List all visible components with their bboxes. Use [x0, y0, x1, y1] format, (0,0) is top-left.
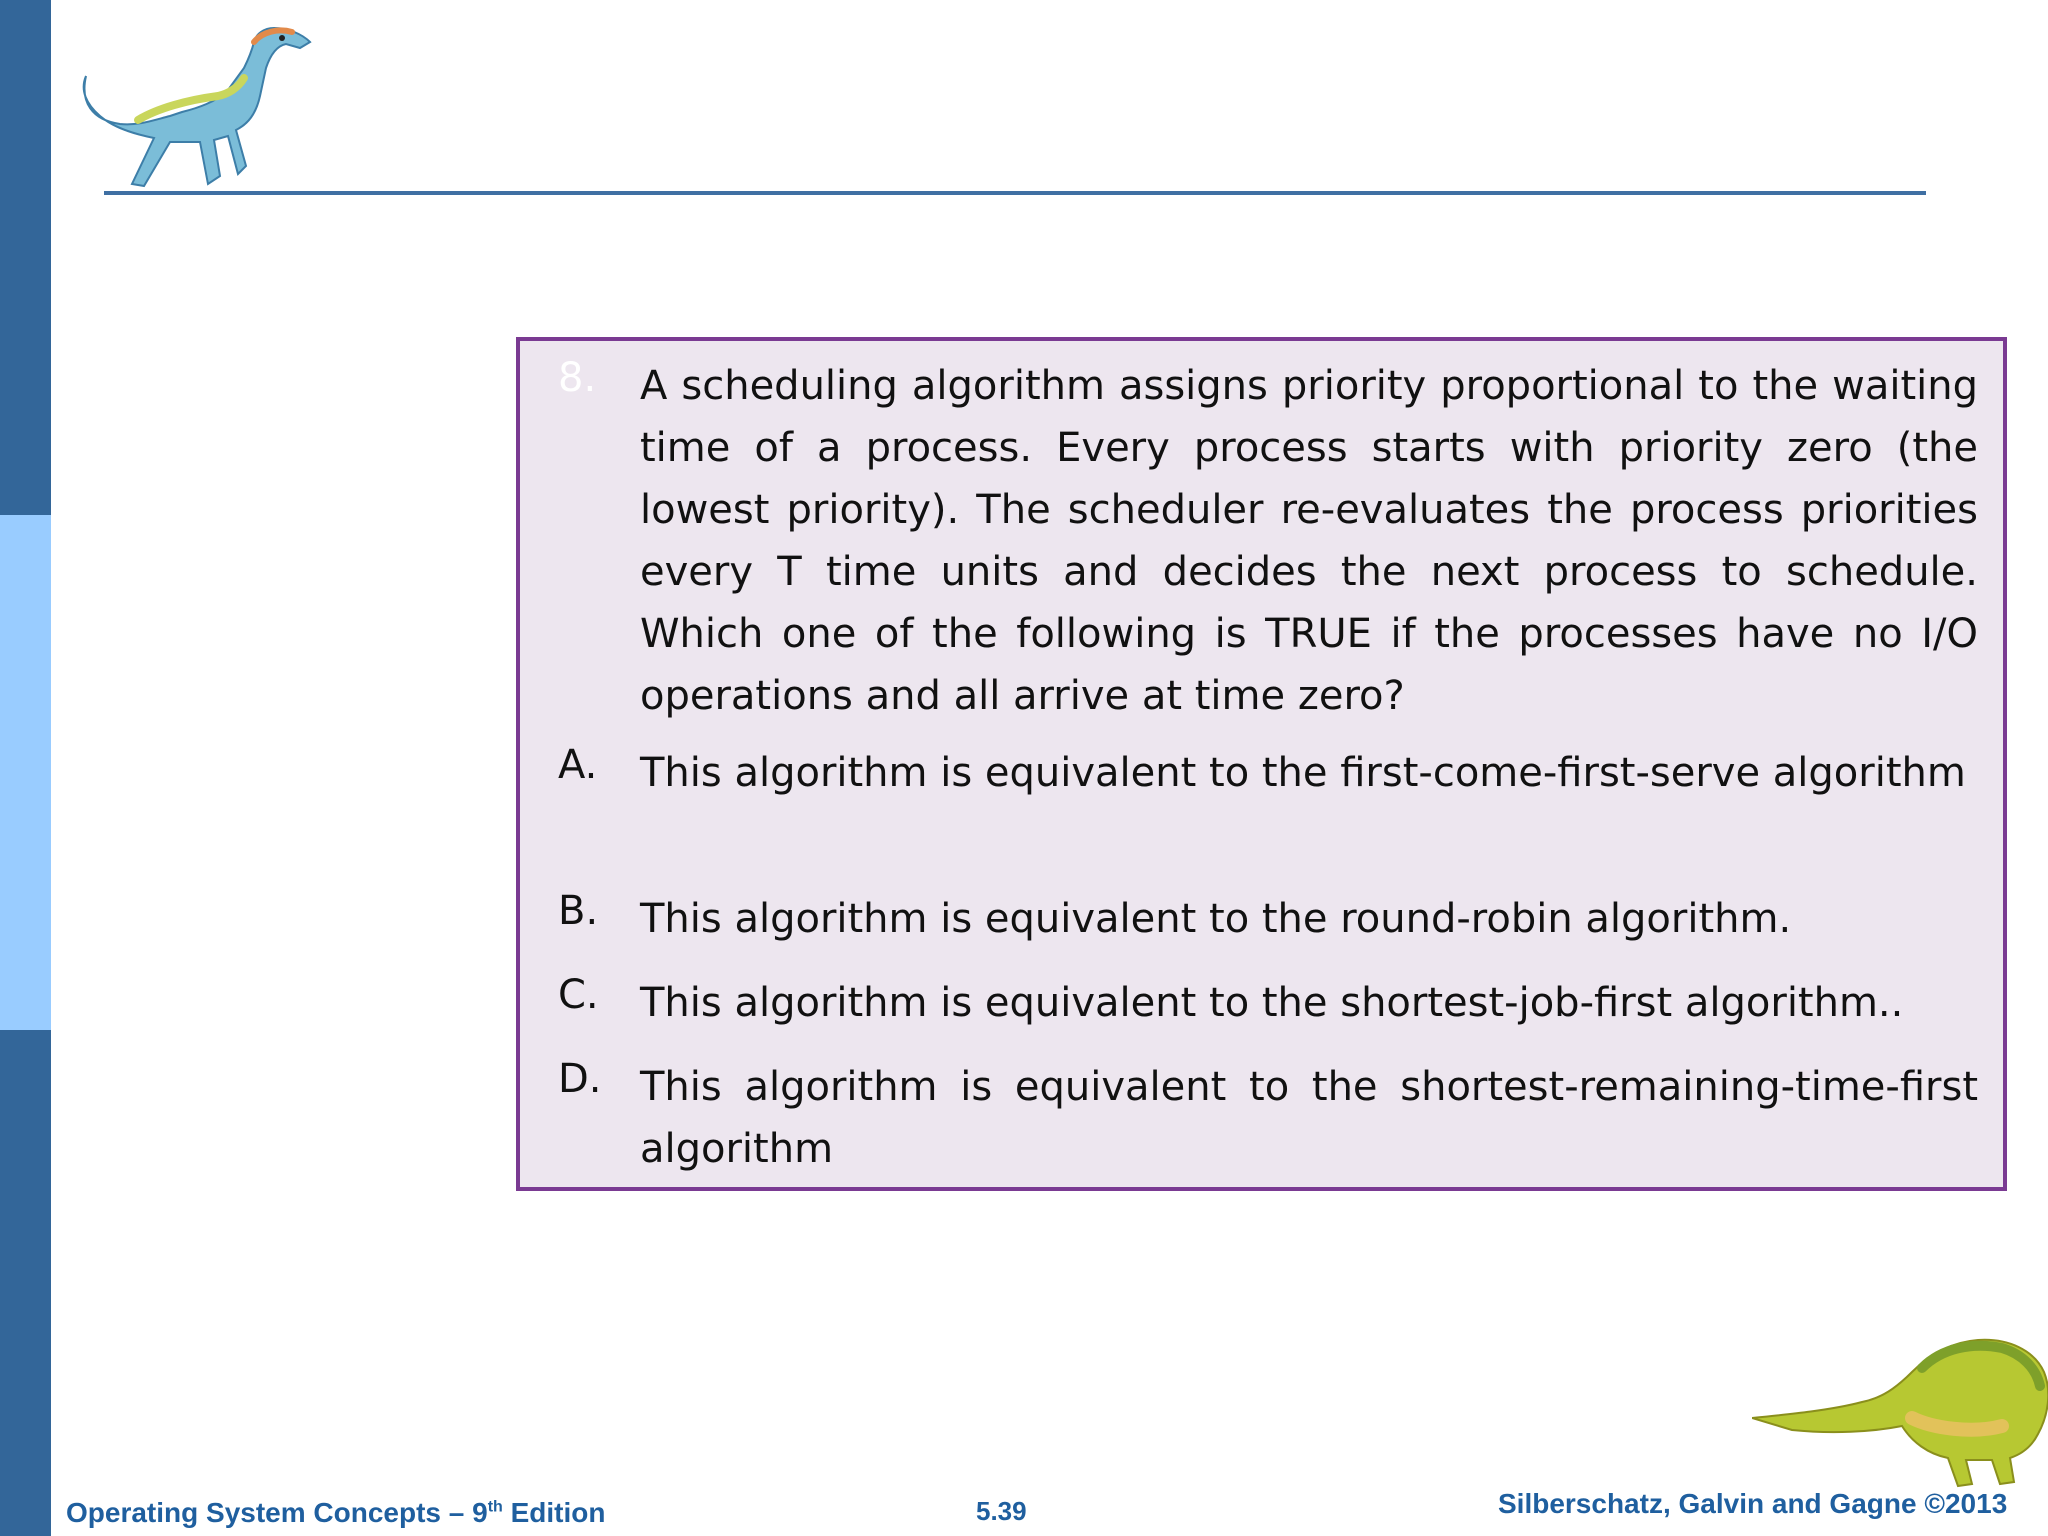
question-text: A scheduling algorithm assigns priority proportional to the waiting time of a process. Every process starts with priority zero (the lowest priority). The scheduler re-evaluates the process priorities every T time units and decides the next process to schedule. Which one of the following is TRUE if the processes have no I/O operations and all arrive at time zero? [640, 363, 1978, 719]
sidebar-band-middle [0, 515, 51, 1030]
option-d-label: D. [558, 1056, 602, 1102]
dinosaur-icon [78, 16, 314, 192]
option-a-label: A. [558, 742, 598, 788]
dinosaur-icon [1752, 1318, 2048, 1488]
option-c-text: This algorithm is equivalent to the shortest-job-first algorithm.. [640, 980, 1904, 1026]
footer-book-title: Operating System Concepts – 9th Edition [66, 1497, 606, 1528]
question-number: 8. [558, 355, 597, 401]
sidebar-band-top [0, 0, 51, 515]
footer-page-number: 5.39 [976, 1496, 1027, 1526]
option-c-label: C. [558, 972, 599, 1018]
header-rule [104, 191, 1926, 195]
option-a-text: This algorithm is equivalent to the first-come-first-serve algorithm [640, 750, 1966, 796]
option-b-label: B. [558, 888, 599, 934]
edition-superscript: th [487, 1498, 503, 1516]
sidebar-band-bottom [0, 1030, 51, 1536]
option-b-text: This algorithm is equivalent to the round-robin algorithm. [640, 896, 1792, 942]
footer-copyright: Silberschatz, Galvin and Gagne ©2013 [1498, 1488, 2008, 1519]
option-d-text: This algorithm is equivalent to the shortest-remaining-time-first algorithm [640, 1064, 1978, 1172]
